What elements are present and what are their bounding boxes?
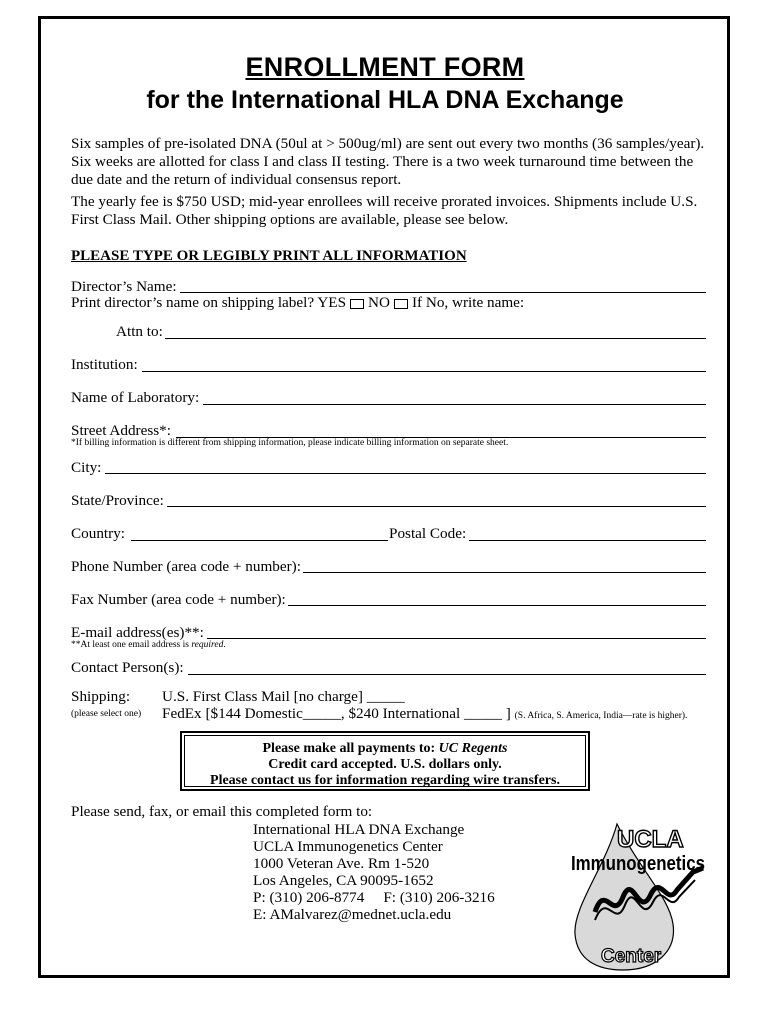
city-label: City: <box>71 459 102 476</box>
city-field[interactable] <box>105 473 706 474</box>
street-note: *If billing information is different from shipping information, please indicate billing information on separate sheet. <box>71 438 509 448</box>
payment-to-text: Please make all payments to: <box>262 741 439 756</box>
intro-paragraph-2: The yearly fee is $750 USD; mid-year enrollees will receive prorated invoices. Shipments include U.S. First Class Mail. Other shipping options are available, please see below. <box>71 193 698 228</box>
address-line: International HLA DNA Exchange <box>253 821 465 838</box>
phone-label: Phone Number (area code + number): <box>71 558 301 575</box>
phone-fax-line: P: (310) 206-8774 F: (310) 206-3216 <box>253 889 495 906</box>
address-line: Los Angeles, CA 90095-1652 <box>253 872 434 889</box>
instruction-heading: PLEASE TYPE OR LEGIBLY PRINT ALL INFORMATION <box>71 248 467 264</box>
institution-field[interactable] <box>142 371 706 372</box>
payment-line-2: Credit card accepted. U.S. dollars only. <box>268 757 502 772</box>
laboratory-field[interactable] <box>203 404 706 405</box>
fax-field[interactable] <box>288 605 706 606</box>
contact-field[interactable] <box>188 674 706 675</box>
no-label: NO <box>368 294 390 311</box>
shipping-option-fedex[interactable] <box>162 705 687 723</box>
intro-paragraph-1: Six samples of pre-isolated DNA (50ul at > 500ug/ml) are sent out every two months (36 samples/year). Six weeks are allotted for class I and class II testing. There is a two week turnaround time between the due date and the return of individual consensus report. <box>71 135 705 188</box>
ucla-immunogenetics-logo <box>565 812 715 972</box>
address-line: 1000 Veteran Ave. Rm 1-520 <box>253 855 430 872</box>
director-name-field[interactable] <box>180 292 706 293</box>
payment-line-3: Please contact us for information regarding wire transfers. <box>210 773 560 788</box>
email-note-text: **At least one email address is <box>71 640 192 650</box>
fedex-note: (S. Africa, S. America, India—rate is higher). <box>514 711 688 721</box>
shipping-option-first-class[interactable]: U.S. First Class Mail [no charge] _____ <box>162 688 405 705</box>
phone-field[interactable] <box>303 572 706 573</box>
payee-name: UC Regents <box>438 741 508 756</box>
email-label: E-mail address(es)**: <box>71 624 204 641</box>
laboratory-label: Name of Laboratory: <box>71 389 200 406</box>
if-no-label: If No, write name: <box>411 294 525 311</box>
director-name-label: Director’s Name: <box>71 278 177 295</box>
country-label: Country: <box>71 525 126 542</box>
country-field[interactable] <box>131 540 388 541</box>
payment-line-1 <box>185 741 585 757</box>
payment-box-inner <box>184 735 586 787</box>
yes-checkbox[interactable] <box>350 299 364 309</box>
email-note-required: required <box>191 640 224 650</box>
logo-middle-text: Immunogenetics <box>571 853 705 875</box>
postal-label: Postal Code: <box>389 525 467 542</box>
attn-field[interactable] <box>165 338 706 339</box>
postal-field[interactable] <box>469 540 706 541</box>
send-to-intro: Please send, fax, or email this completed form to: <box>71 803 373 820</box>
print-label-text: Print director’s name on shipping label? YES <box>71 294 347 311</box>
fax-label: Fax Number (area code + number): <box>71 591 286 608</box>
fedex-text: FedEx [$144 Domestic_____, $240 International _____ ] <box>162 705 511 722</box>
payment-box <box>180 731 590 791</box>
no-checkbox[interactable] <box>394 299 408 309</box>
state-field[interactable] <box>167 506 706 507</box>
form-subtitle: for the International HLA DNA Exchange <box>146 86 624 114</box>
email-note-period: . <box>223 640 226 650</box>
email-field[interactable] <box>207 638 706 639</box>
institution-label: Institution: <box>71 356 138 373</box>
state-label: State/Province: <box>71 492 164 509</box>
logo-top-text: UCLA <box>617 826 684 853</box>
shipping-note: (please select one) <box>71 709 142 719</box>
logo-bottom-text: Center <box>601 946 662 967</box>
print-label-question <box>71 294 524 312</box>
street-label: Street Address*: <box>71 422 171 439</box>
form-title: ENROLLMENT FORM <box>245 52 525 82</box>
shipping-label: Shipping: <box>71 688 131 705</box>
address-line: UCLA Immunogenetics Center <box>253 838 443 855</box>
contact-label: Contact Person(s): <box>71 659 184 676</box>
attn-label: Attn to: <box>116 323 163 340</box>
email-link[interactable]: E: AMalvarez@mednet.ucla.edu <box>253 906 452 923</box>
email-note <box>71 640 226 650</box>
